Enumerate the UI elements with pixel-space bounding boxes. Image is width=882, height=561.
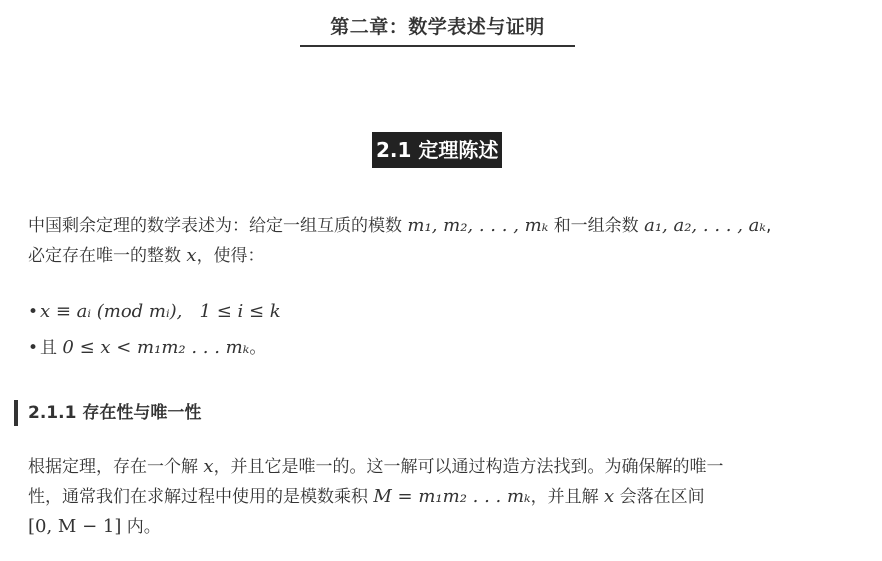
product-math: M = m₁m₂ . . . mₖ: [373, 486, 531, 507]
body-line-2: [28, 482, 705, 512]
body-text: ，并且解: [530, 487, 599, 507]
bullet-suffix: 。: [249, 338, 267, 358]
body-text: 会落在区间: [619, 487, 705, 507]
range-math: 0 ≤ x < m₁m₂ . . . mₖ: [62, 337, 250, 358]
intro-text: 和一组余数: [553, 216, 639, 236]
intro-text: ，使得：: [196, 246, 265, 266]
bullet-icon: •: [28, 302, 39, 322]
body-line-1: [28, 452, 724, 482]
body-text: 性，通常我们在求解过程中使用的是模数乘积: [28, 487, 368, 507]
x-math: x: [186, 245, 197, 266]
congruence-math: x ≡ aᵢ (mod mᵢ), 1 ≤ i ≤ k: [40, 301, 281, 322]
body-text: ，并且它是唯一的。这一解可以通过构造方法找到。为确保解的唯一: [213, 457, 724, 477]
section-heading: 2.1 定理陈述: [372, 132, 502, 168]
body-text: 内。: [126, 517, 161, 537]
intro-text: ,: [765, 216, 772, 236]
list-item: [28, 335, 266, 361]
intro-line-2: [28, 241, 265, 271]
intro-text: 必定存在唯一的整数: [28, 246, 181, 266]
chapter-title: 第二章：数学表述与证明: [300, 12, 575, 47]
subsection-heading: 2.1.1 存在性与唯一性: [14, 400, 201, 426]
interval-math: [0, M − 1]: [28, 516, 122, 537]
intro-line-1: [28, 211, 771, 241]
bullet-prefix: 且: [40, 338, 57, 358]
x-math: x: [203, 456, 214, 477]
moduli-math: m₁, m₂, . . . , mₖ: [407, 215, 549, 236]
bullet-icon: •: [28, 338, 39, 358]
body-text: 根据定理，存在一个解: [28, 457, 198, 477]
intro-text: 中国剩余定理的数学表述为：给定一组互质的模数: [28, 216, 402, 236]
list-item: [28, 299, 281, 325]
x-math: x: [604, 486, 615, 507]
remainders-math: a₁, a₂, . . . , aₖ: [644, 215, 766, 236]
body-line-3: [28, 512, 161, 542]
